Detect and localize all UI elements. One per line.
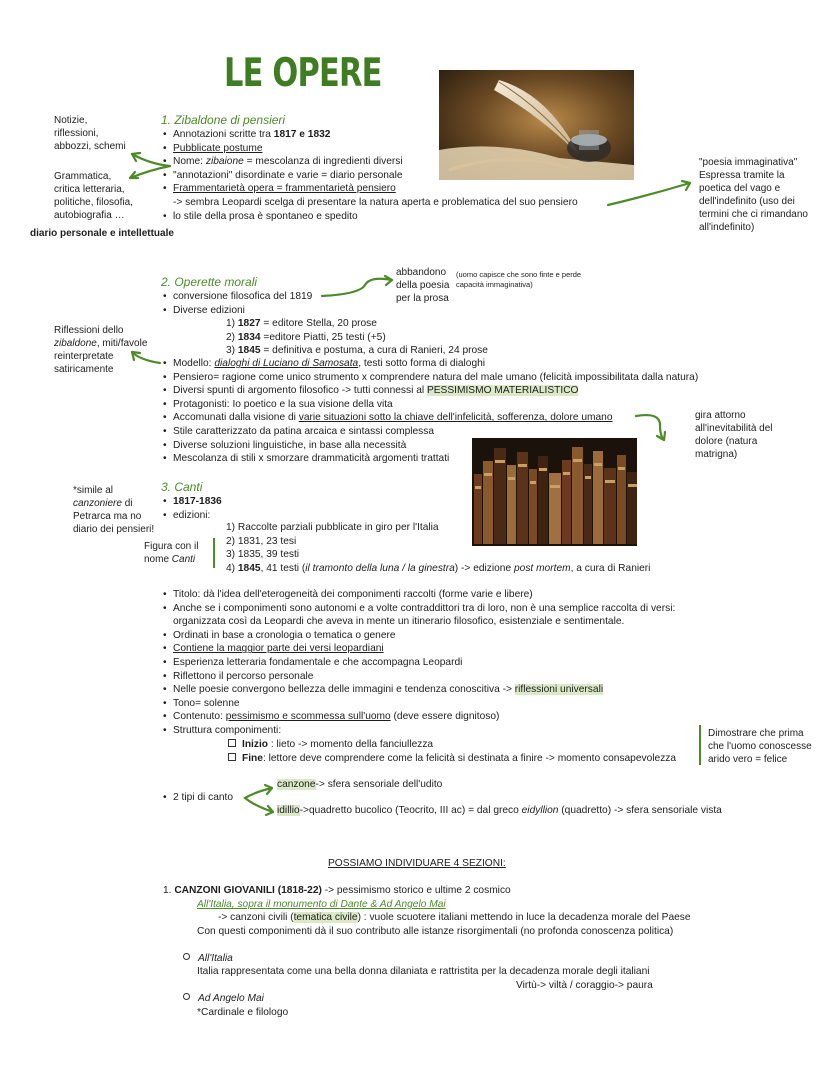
sezione-1-link[interactable]: All'Italia, sopra il monumento di Dante & Ad Angelo Mai	[197, 899, 446, 910]
all-italia-text: Italia rappresentata come una bella donna dilaniata e rattristita per la decadenza morale degli italiani	[197, 966, 650, 977]
list-item: • Ordinati in base a cronologia o tematica o genere	[163, 629, 675, 643]
list-item: • Contenuto: pessimismo e scommessa sull'uomo (deve essere dignitoso)	[163, 710, 675, 724]
list-item: 3) 1845 = definitiva e postuma, a cura di Ranieri, 24 prose	[226, 345, 488, 357]
list-item: • Titolo: dà l'idea dell'eterogeneità dei componimenti raccolti (forme varie e libere)	[163, 588, 675, 602]
list-item: Inizio : lieto -> momento della fanciullezza	[228, 738, 676, 752]
idillio-line: idillio->quadretto bucolico (Teocrito, III ac) = dal greco eidyllion (quadretto) -> sfera sensoriale vista	[277, 805, 722, 816]
list-item: • conversione filosofica del 1819	[163, 290, 312, 304]
operette-heading: 2. Operette morali	[161, 275, 258, 289]
list-item: • Anche se i componimenti sono autonomi e a volte contraddittori tra di loro, non è una semplice raccolta di versi:	[163, 602, 675, 616]
canti-heading: 3. Canti	[161, 480, 203, 494]
angelo-mai-title: Ad Angelo Mai	[183, 992, 264, 1006]
list-item: • Tono= solenne	[163, 697, 675, 711]
list-item: 1) Raccolte parziali pubblicate in giro per l'Italia	[226, 522, 439, 533]
list-item: • edizioni:	[163, 509, 222, 523]
canti-note-dimostrare: Dimostrare che prima che l'uomo conoscesse arido vero = felice	[708, 728, 812, 765]
list-item: • Diverse edizioni	[163, 304, 312, 318]
list-item: • Stile caratterizzato da patina arcaica e sintassi complessa	[163, 425, 698, 439]
operette-note-abbandono: abbandono della poesia per la prosa	[396, 267, 450, 304]
list-item: • Contiene la maggior parte dei versi leopardiani	[163, 642, 675, 656]
sezioni-heading: POSSIAMO INDIVIDUARE 4 SEZIONI:	[328, 858, 506, 869]
list-item: • 2 tipi di canto	[163, 791, 233, 805]
list-item: • Esperienza letteraria fondamentale e che accompagna Leopardi	[163, 656, 675, 670]
list-item: • Riflettono il percorso personale	[163, 670, 675, 684]
list-item: • Pubblicate postume	[163, 142, 578, 156]
list-item: • Nome: zibaione = mescolanza di ingredienti diversi	[163, 155, 578, 169]
list-item: 2) 1831, 23 tesi	[226, 535, 297, 547]
page-title: LE OPERE	[224, 51, 382, 96]
list-item: • "annotazioni" disordinate e varie = diario personale	[163, 169, 578, 183]
list-item: • Nelle poesie convergono bellezza delle immagini e tendenza conoscitiva -> riflessioni universali	[163, 683, 675, 697]
zibaldone-note-diario: diario personale e intellettuale	[30, 228, 174, 239]
operette-note-small: (uomo capisce che sono finte e perde capacità immaginativa)	[456, 270, 582, 289]
canti-note-canzoniere: *simile al canzoniere di Petrarca ma no diario dei pensieri!	[73, 485, 155, 535]
list-item: • Mescolanza di stili x smorzare drammaticità argomenti trattati	[163, 452, 698, 466]
list-item: 2) 1834 =editore Piatti, 25 testi (+5)	[226, 331, 386, 343]
zibaldone-note-poesia: "poesia immaginativa" Espressa tramite la poetica del vago e dell'indefinito (uso dei termini che ci rimandano all'indefinito)	[699, 157, 808, 233]
operette-note-dolore: gira attorno all'inevitabilità del dolore (natura matrigna)	[695, 410, 773, 460]
angelo-mai-text: *Cardinale e filologo	[197, 1007, 289, 1018]
list-item: • Pensiero= ragione come unico strumento x comprendere natura del male umano (felicità impossibilitata dalla natura)	[163, 371, 698, 385]
list-item: • Frammentarietà opera = frammentarietà pensiero	[163, 182, 578, 196]
sezione-1: 1. CANZONI GIOVANILI (1818-22) -> pessimismo storico e ultime 2 cosmico	[163, 885, 511, 896]
canti-note-figura: Figura con il nome Canti	[144, 541, 199, 565]
all-italia-virtu: Virtù-> viltà / coraggio-> paura	[516, 980, 653, 991]
canzone-line: canzone-> sfera sensoriale dell'udito	[277, 779, 443, 790]
zibaldone-note-grammatica: Grammatica, critica letteraria, politiche, filosofia, autobiografia …	[54, 171, 133, 221]
list-item: • Protagonisti: Io poetico e la sua visione della vita	[163, 398, 698, 412]
list-item: Fine: lettore deve comprendere come la felicità si destinata a finire -> momento consapevolezza	[228, 752, 676, 766]
sezione-1-line2: -> canzoni civili (tematica civile) : vuole scuotere italiani mettendo in luce la decadenza morale del Paese	[218, 912, 691, 923]
list-item: 3) 1835, 39 testi	[226, 549, 300, 561]
zibaldone-note-notizie: Notizie, riflessioni, abbozzi, schemi	[54, 115, 126, 152]
list-item: • lo stile della prosa è spontaneo e spedito	[163, 210, 578, 224]
list-item: 4) 1845, 41 testi (il tramonto della luna / la ginestra) -> edizione post mortem, a cura di Ranieri	[226, 562, 651, 574]
list-item: • Modello: dialoghi di Luciano di Samosata, testi sotto forma di dialoghi	[163, 357, 698, 371]
zibaldone-heading: 1. Zibaldone di pensieri	[161, 113, 286, 127]
sezione-1-line3: Con questi componimenti dà il suo contributo alle istanze risorgimentali (no profonda conoscenza politica)	[197, 926, 674, 937]
list-item: • Struttura componimenti:	[163, 724, 675, 738]
list-item-continuation: organizzata così da Leopardi che aveva in mente un itinerario filosofico, esistenziale e sentimentale.	[173, 616, 625, 628]
list-item: • Diverse soluzioni linguistiche, in base alla necessità	[163, 439, 698, 453]
list-item: 1) 1827 = editore Stella, 20 prose	[226, 318, 377, 329]
list-item: • Diversi spunti di argomento filosofico -> tutti connessi al PESSIMISMO MATERIALISTICO	[163, 384, 698, 398]
list-item: • Annotazioni scritte tra 1817 e 1832	[163, 128, 578, 142]
operette-note-riflessioni: Riflessioni dello zibaldone, miti/favole reinterpretate satiricamente	[54, 325, 148, 375]
list-item: • Accomunati dalla visione di varie situazioni sotto la chiave dell'infelicità, sofferenza, dolore umano	[163, 411, 698, 425]
list-item-continuation: -> sembra Leopardi scelga di presentare la natura aperta e problematica del suo pensiero	[173, 196, 578, 208]
all-italia-title: All'Italia	[183, 952, 233, 966]
list-item: • 1817-1836	[163, 495, 222, 509]
